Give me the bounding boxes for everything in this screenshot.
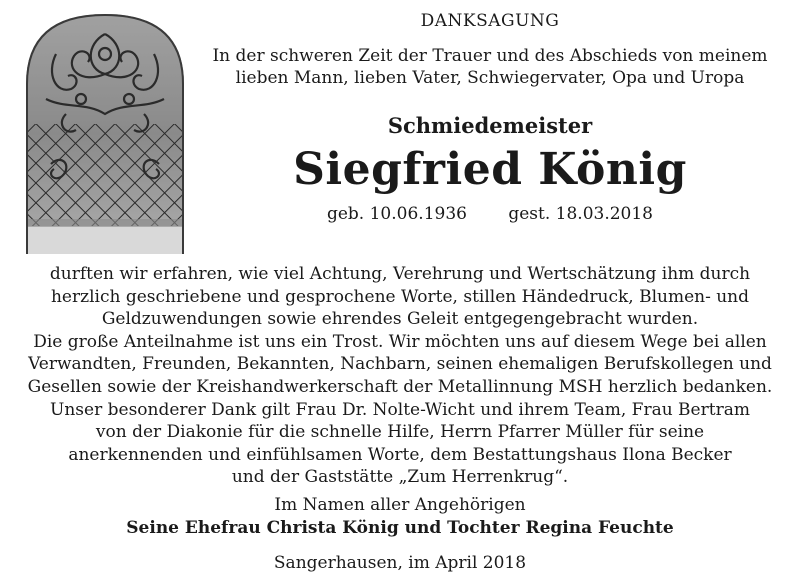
death-date: gest. 18.03.2018 [508,204,654,224]
body-line: von der Diakonie für die schnelle Hilfe, Herrn Pfarrer Müller für seine [95,422,705,443]
deceased-name: Siegfried König [293,144,687,195]
body-line: Die große Anteilnahme ist uns ein Trost. Wir möchten uns auf diesem Wege bei allen [33,331,767,352]
body-line: Gesellen sowie der Kreishandwerkerschaft der Metallinnung MSH herzlich bedanken. [27,376,773,397]
family-signature: Seine Ehefrau Christa König und Tochter Regina Feuchte [126,518,674,538]
body-line: herzlich geschriebene und gesprochene Worte, stillen Händedruck, Blumen- und [50,286,750,307]
life-dates [200,204,780,224]
on-behalf-line: Im Namen aller Angehörigen [274,495,526,515]
body-line: Unser besonderer Dank gilt Frau Dr. Nolte-Wicht und ihrem Team, Frau Bertram [50,399,750,420]
thanks-body [20,263,780,489]
place-date: Sangerhausen, im April 2018 [273,553,527,573]
body-line: und der Gaststätte „Zum Herrenkrug“. [231,467,569,488]
intro-line: lieben Mann, lieben Vater, Schwiegervater, Opa und Uropa [235,68,745,88]
body-line: Geldzuwendungen sowie ehrendes Geleit entgegengebracht wurden. [101,309,699,330]
intro-text [200,45,780,89]
birth-date: geb. 10.06.1936 [326,204,467,224]
heading: DANKSAGUNG [420,11,560,31]
body-line: Verwandten, Freunden, Bekannten, Nachbarn, seinen ehemaligen Berufskollegen und [28,354,772,375]
body-line: durften wir erfahren, wie viel Achtung, Verehrung und Wertschätzung ihm durch [49,264,751,284]
body-line: anerkennenden und einfühlsamen Worte, dem Bestattungshaus Ilona Becker [68,444,732,465]
wrought-iron-gate-image [26,14,184,254]
header-column [200,0,780,224]
intro-line: In der schweren Zeit der Trauer und des Abschieds von meinem [212,46,768,66]
profession: Schmiedemeister [387,113,593,138]
